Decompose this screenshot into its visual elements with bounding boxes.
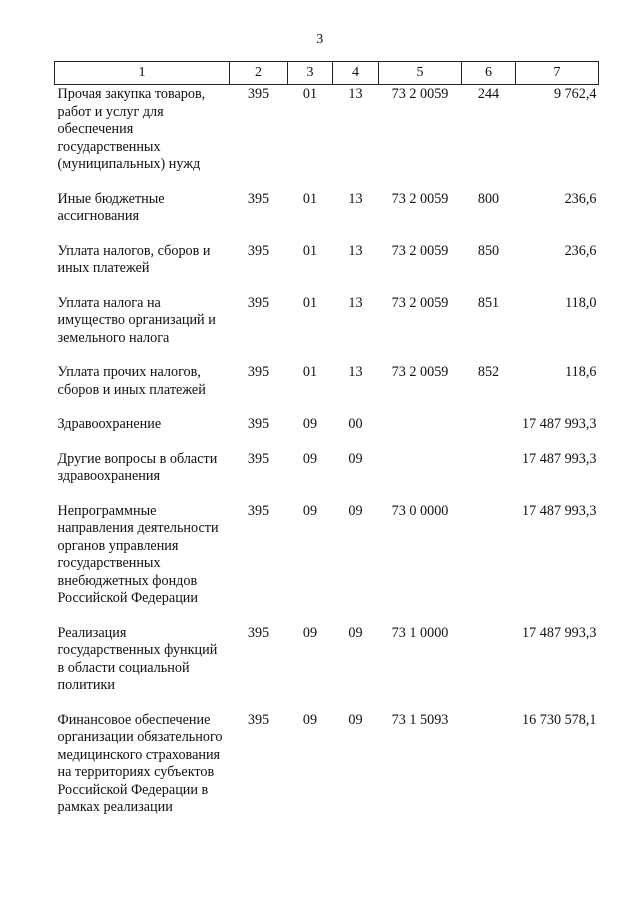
row-name: Уплата налога на имущество организаций и земельного налога: [57, 294, 216, 346]
row-col-3: 01: [302, 190, 318, 207]
row-name: Финансовое обеспечение организации обязательного медицинского страхования на территориях субъектов Российской Федерации в рамках реализации: [57, 711, 223, 815]
row-col-5: 73 1 5093: [391, 711, 449, 728]
row-col-5: 73 2 0059: [391, 190, 449, 207]
row-col-2: 395: [247, 242, 270, 259]
row-col-7: 17 487 993,3: [522, 624, 597, 641]
row-col-6: 850: [477, 242, 500, 259]
row-col-6: 800: [477, 190, 500, 207]
row-col-7: 17 487 993,3: [522, 502, 597, 519]
header-row: [55, 62, 599, 85]
table-row: [55, 712, 599, 834]
header-col-6: 6: [462, 62, 516, 85]
row-col-7: 9 762,4: [553, 86, 597, 102]
row-col-3: 09: [302, 450, 318, 467]
row-col-6: 244: [477, 86, 500, 102]
row-col-4: 13: [348, 86, 363, 102]
row-col-5: 73 1 0000: [391, 624, 449, 641]
table-row: [55, 191, 599, 243]
table-row: [55, 451, 599, 503]
row-col-7: 236,6: [564, 190, 597, 207]
row-col-2: 395: [247, 294, 270, 311]
row-col-4: 13: [348, 364, 363, 380]
row-col-3: 01: [302, 364, 318, 380]
row-col-3: 01: [302, 86, 318, 102]
header-col-4: 4: [333, 62, 379, 85]
header-col-7: 7: [516, 62, 599, 85]
row-col-5: 73 2 0059: [391, 294, 449, 311]
row-col-6: [462, 625, 516, 712]
table-body: [55, 85, 599, 834]
row-col-3: 09: [302, 711, 318, 728]
row-col-4: 09: [348, 624, 363, 641]
row-col-2: 395: [247, 502, 270, 519]
row-col-3: 01: [302, 242, 318, 259]
row-col-6: [462, 503, 516, 625]
row-col-5: 73 0 0000: [391, 502, 449, 519]
row-col-4: 13: [348, 294, 363, 311]
row-col-3: 01: [302, 294, 318, 311]
row-col-4: 13: [348, 242, 363, 259]
row-col-7: 16 730 578,1: [522, 711, 597, 728]
row-col-4: 09: [348, 711, 363, 728]
row-col-4: 09: [348, 450, 363, 467]
table-row: [55, 364, 599, 416]
row-name: Реализация государственных функций в области социальной политики: [57, 624, 218, 693]
row-col-4: 00: [348, 416, 363, 432]
row-name: Непрограммные направления деятельности органов управления государственных внебюджетных фондов Российской Федерации: [57, 502, 219, 606]
row-col-3: 09: [302, 416, 318, 432]
row-col-6: [462, 451, 516, 503]
row-name: Уплата прочих налогов, сборов и иных платежей: [57, 364, 206, 398]
row-col-2: 395: [247, 711, 270, 728]
row-name: Прочая закупка товаров, работ и услуг для обеспечения государственных (муниципальных) нужд: [57, 86, 206, 172]
row-col-4: 09: [348, 502, 363, 519]
row-col-5: 73 2 0059: [391, 364, 449, 380]
row-col-7: 236,6: [564, 242, 597, 259]
header-col-2: 2: [230, 62, 288, 85]
row-col-2: 395: [247, 624, 270, 641]
row-col-7: 118,6: [565, 364, 597, 380]
header-col-5: 5: [379, 62, 462, 85]
row-col-5: 73 2 0059: [391, 242, 449, 259]
table-row: [55, 243, 599, 295]
row-name: Здравоохранение: [57, 416, 162, 432]
row-col-6: [462, 712, 516, 834]
page-number: 3: [316, 32, 324, 47]
table-row: [55, 85, 599, 191]
row-col-7: 17 487 993,3: [522, 416, 597, 432]
row-col-5: [379, 416, 462, 451]
budget-table: [54, 61, 599, 834]
row-col-2: 395: [247, 450, 270, 467]
row-col-2: 395: [247, 364, 270, 380]
row-name: Иные бюджетные ассигнования: [57, 190, 165, 224]
row-col-3: 09: [302, 624, 318, 641]
row-col-7: 17 487 993,3: [522, 450, 597, 467]
row-col-2: 395: [247, 416, 270, 432]
row-col-2: 395: [247, 190, 270, 207]
row-col-3: 09: [302, 502, 318, 519]
row-name: Уплата налогов, сборов и иных платежей: [57, 242, 211, 276]
row-col-2: 395: [247, 86, 270, 102]
table-row: [55, 625, 599, 712]
table-row: [55, 295, 599, 365]
row-col-6: [462, 416, 516, 451]
table-header: [55, 62, 599, 85]
row-col-5: 73 2 0059: [391, 86, 449, 102]
table-row: [55, 503, 599, 625]
row-col-7: 118,0: [565, 294, 597, 311]
header-col-1: 1: [55, 62, 230, 85]
row-col-6: 852: [477, 364, 500, 380]
row-col-6: 851: [477, 294, 500, 311]
row-name: Другие вопросы в области здравоохранения: [57, 450, 218, 484]
row-col-5: [379, 451, 462, 503]
row-col-4: 13: [348, 190, 363, 207]
table-row: [55, 416, 599, 451]
header-col-3: 3: [288, 62, 333, 85]
